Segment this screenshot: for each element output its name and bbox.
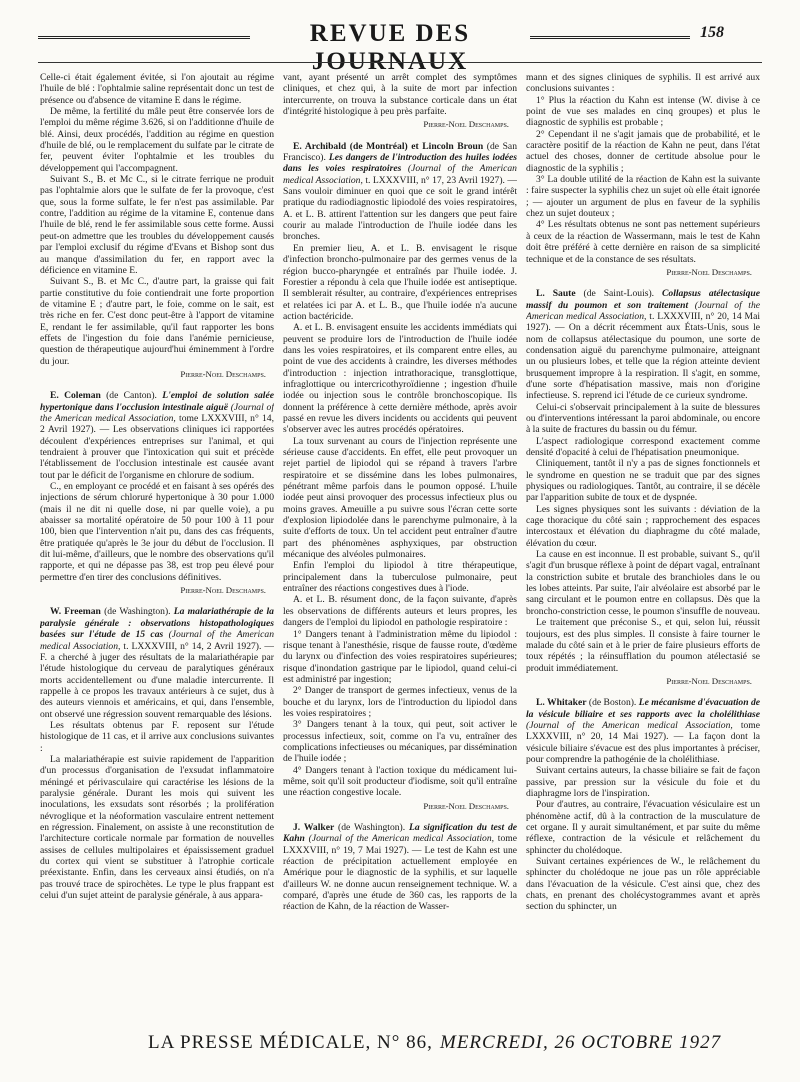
article-author: E. Archibald (de Montréal) et Lincoln Broun xyxy=(293,140,484,152)
paragraph: 4° Les résultats obtenus ne sont pas nettement supérieurs à ceux de la réaction de Wassermann, mais le test de Kahn doit être préféré à cette dernière en raison de sa simplicité technique et de la constance de ses résultats. xyxy=(526,219,760,265)
paragraph: A. et L. B. résument donc, de la façon suivante, d'après les observations de différents auteurs et leurs propres, les dangers de l'emploi du lipiodol en pathologie respiratoire : xyxy=(283,594,517,629)
article-entry xyxy=(283,822,517,913)
article-journal: (Journal of the American medical Association, xyxy=(526,299,760,322)
paragraph: 2° Danger de transport de germes infectieux, venus de la bouche et du larynx, lors de l'introduction du lipiodol dans les voies respiratoires ; xyxy=(283,685,517,719)
article-reference: t. LXXXVIII, n° 14, 2 Avril 1927). — F. a cherché à juger des résultats de la malariathérapie par l'étude histologique du cerveau de paralytiques généraux morts accidentellement ou d'une maladie intercurrente. Il rappelle à ce propos les travaux antérieurs à ce sujet, dus à des auteurs viennois et américains, et qui, dans l'ensemble, ont observé une régression souvent remarquable des lésions. xyxy=(40,640,274,720)
article-heading xyxy=(283,141,517,243)
paragraph: Cliniquement, tantôt il n'y a pas de signes fonctionnels et le syndrome en question ne se traduit que par des signes physiques ou radiologiques. Tantôt, au contraire, il se décèle par l'apparition subite de toux et de dyspnée. xyxy=(526,458,760,504)
text-column-3 xyxy=(526,72,760,1010)
article-reference: t. LXXXVIII, n° 17, 23 Avril 1927). — Sans vouloir diminuer en quoi que ce soit le grand intérêt pratique du radiodiagnostic lipiodolé des voies respiratoires, A. et L. B. attirent l'attention sur les dangers que peut faire courir au malade l'introduction de l'huile iodée dans les bronches. xyxy=(283,174,517,243)
paragraph: Suivant certains auteurs, la chasse biliaire se fait de façon passive, par pression sur la vésicule du foie et du diaphragme lors de l'inspiration. xyxy=(526,765,760,799)
paragraph: 3° Dangers tenant à la toux, qui peut, soit activer le processus infectieux, soit, comme on l'a vu, entraîner des complications infectieuses ou mécaniques, par dissémination de l'huile iodée ; xyxy=(283,719,517,765)
article-entry xyxy=(40,390,274,481)
article-reference: tome LXXXVIII, n° 19, 7 Mai 1927). — Le test de Kahn est une réaction de précipitation actuellement employée en Amérique pour le diagnostic de la syphilis, et sur laquelle d'ailleurs W. ne donne aucun renseignement technique. W. a comparé, d'après une étude de 360 cas, les rapports de la réaction de Kahn, de la réaction de Wasser- xyxy=(283,833,517,913)
running-title: REVUE DES JOURNAUX xyxy=(309,20,471,75)
article-heading xyxy=(283,822,517,913)
article-title: L'emploi de solution salée hypertonique dans l'occlusion intestinale aiguë xyxy=(40,390,274,413)
paragraph: 3° La double utilité de la réaction de Kahn est la suivante : faire suspecter la syphilis chez un sujet où elle était ignorée ; — ajouter un argument de plus en faveur de la syphilis chez un sujet douteux ; xyxy=(526,174,760,220)
article-location: (de Washington). xyxy=(100,606,174,618)
author-signature: Pierre-Noel Deschamps. xyxy=(666,266,752,277)
author-signature: Pierre-Noel Deschamps. xyxy=(423,800,509,811)
paragraph: Suivant S., B. et Mc C., si le citrate ferrique ne produit pas l'ophtalmie alors que le sulfate de fer la provoque, c'est que, sous la forme sulfate, le fer n'est pas assimilable. Par contre, l'addition au régime de la vitamine E, contenue dans l'huile de blé, rend le fer assimilable sous cette forme. Aussi peut-on admettre que les troubles du développement causés par l'emploi exclusif du régime d'Evans et Bishop sont dus au manque d'assimilation du fer, en rapport avec la déficience en vitamine E. xyxy=(40,174,274,276)
paragraph: Le traitement que préconise S., et qui, selon lui, réussit toujours, est des plus simples. Il consiste à faire tourner le malade du côté sain et à le prier de faire plusieurs efforts de toux répétés ; la réinsufflation du poumon atélectasié se produit immédiatement. xyxy=(526,617,760,674)
article-reference: tome LXXXVIII, n° 20, 14 Mai 1927). — La façon dont la vésicule biliaire s'évacue est des plus importantes à préciser, pour comprendre la pathogénie de la cholélithiase. xyxy=(526,719,760,765)
author-signature: Pierre-Noel Deschamps. xyxy=(180,585,266,596)
paragraph: 1° Plus la réaction du Kahn est intense (W. divise à ce point de vue ses malades en cinq groupes) et plus le diagnostic de syphilis est probable ; xyxy=(526,94,760,129)
paragraph: En premier lieu, A. et L. B. envisagent le risque d'infection broncho-pulmonaire par des germes venus de la région bucco-pharyngée et entraînés par l'huile iodée. J. Forestier a répondu à cela que l'huile iodée est antiseptique. Il semblerait résulter, au contraire, d'expériences entreprises et relatées ici par A. et L. B., que l'huile iodée n'a aucune action bactéricide. xyxy=(283,242,517,322)
article-title: La malariathérapie de la paralysie générale : observations histopathologiques basées sur l'étude de 15 cas xyxy=(40,606,274,641)
text-column-2 xyxy=(283,72,517,1010)
article-entry xyxy=(526,697,760,765)
article-author: L. Saute xyxy=(536,288,576,300)
article-location: (de Canton). xyxy=(100,390,163,402)
author-signature: Pierre-Noel Deschamps. xyxy=(180,368,266,379)
article-entry xyxy=(526,288,760,401)
article-heading xyxy=(40,390,274,481)
paragraph: A. et L. B. envisagent ensuite les accidents immédiats qui peuvent se produire lors de l'introduction de l'huile iodée dans les voies respiratoires, et ils comparent entre elles, au point de vue des accidents à craindre, les diverses méthodes d'introduction : injection intrathoracique, transglottique, infraglottique ou intercricothyroïdienne ; ingestion d'huile iodée ou injection sous le contrôle bronchoscopique. Ils donnent la préférence à cette dernière méthode, après avoir passé en revue les divers incidents ou accidents qui peuvent s'observer avec les autres procédés opératoires. xyxy=(283,322,517,436)
paragraph: La cause en est inconnue. Il est probable, suivant S., qu'il s'agit d'un brusque réflexe à point de départ vagal, entraînant la constriction subite et brutale des branchioles dans le ou les lobes atteints. Par suite, l'air alvéolaire est absorbé par le sang circulant et le poumon entre en collapsus. Dès que la broncho-constriction cesse, le poumon s'insuffle de nouveau. xyxy=(526,549,760,617)
paragraph: 1° Dangers tenant à l'administration même du lipiodol : risque tenant à l'anesthésie, risque de fausse route, d'œdème du larynx ou d'infection des voies respiratoires supérieures; risque d'inondation gastrique par le lipiodol, quand celui-ci est administré par ingestion; xyxy=(283,628,517,685)
article-author: J. Walker xyxy=(293,822,335,833)
header-rule-right xyxy=(530,36,690,39)
paragraph: La toux survenant au cours de l'injection représente une sérieuse cause d'accidents. En effet, elle peut provoquer un rejet partiel de lipiodol qui se répand à travers l'arbre respiratoire et se dissémine dans les lobes pulmonaires, pénétrant même parfois dans le poumon opposé. L'huile iodée peut ainsi provoquer des processus infectieux plus ou moins graves. Ameuille a pu suivre sous l'écran cette sorte d'explosion lipiodolée dans le parenchyme pulmonaire, à la suite d'efforts de toux. Un tel accident peut entraîner d'autre part des phénomènes asphyxiques, par obstruction mécanique des alvéoles pulmonaires. xyxy=(283,435,517,561)
article-journal: (Journal of the American medical Association, xyxy=(283,163,517,186)
article-author: E. Coleman xyxy=(50,390,101,402)
article-title: Le mécanisme d'évacuation de la vésicule biliaire et ses rapports avec la cholélithiase xyxy=(526,697,760,720)
article-location: (de Washington). xyxy=(334,822,409,833)
paragraph: Pour d'autres, au contraire, l'évacuation vésiculaire est un phénomène actif, dû à la contraction de la musculature de cet organe. Il y aurait simultanément, et par suite du même réflexe, contraction de la vésicule et relâchement du sphincter du cholédoque. xyxy=(526,799,760,856)
article-location: (de San Francisco). xyxy=(283,140,517,164)
footer-date: MERCREDI, 26 OCTOBRE 1927 xyxy=(440,1032,722,1053)
page-footer xyxy=(40,1032,760,1060)
author-signature: Pierre-Noel Deschamps. xyxy=(423,119,509,130)
article-title: Les dangers de l'introduction des huiles iodées dans les voies respiratoires xyxy=(283,152,517,175)
article-journal: (Journal of the American medical Association, xyxy=(526,719,733,731)
article-heading xyxy=(526,697,760,765)
paragraph: mann et des signes cliniques de syphilis. Il est arrivé aux conclusions suivantes : xyxy=(526,72,760,95)
text-column-1 xyxy=(40,72,274,1010)
author-signature: Pierre-Noel Deschamps. xyxy=(666,675,752,686)
paragraph: Suivant certaines expériences de W., le relâchement du sphincter du cholédoque ne joue pas un rôle appréciable dans l'évacuation de la vésicule. C'est ainsi que, chez des chats, en prenant des cholécystogrammes avant et après section du sphincter, un xyxy=(526,856,760,913)
article-location: (de Boston). xyxy=(586,697,639,709)
page-header xyxy=(0,10,800,75)
paragraph: L'aspect radiologique correspond exactement comme densité d'opacité à celui de l'hépatisation pneumonique. xyxy=(526,435,760,458)
footer-journal-name: LA PRESSE MÉDICALE, N° 86, xyxy=(148,1032,433,1053)
article-reference: t. LXXXVIII, n° 20, 14 Mai 1927). — On a décrit récemment aux États-Unis, sous le nom de collapsus atélectasique du poumon, une sorte de condensation aiguë du parenchyme pulmonaire, atteignant un ou plusieurs lobes, et telle que la région atteinte devient brusquement impropre à la respiration. Il s'agit, en somme, d'une sorte d'hépatisation massive, mais non d'origine infectieuse. S. reprend ici l'étude de ce curieux syndrome. xyxy=(526,310,760,402)
article-journal: (Journal of the American medical Association, xyxy=(40,401,274,424)
article-title: Collapsus atélectasique massif du poumon et son traitement xyxy=(526,288,760,311)
article-author: W. Freeman xyxy=(50,606,101,618)
article-journal: (Journal of the American medical Association, xyxy=(40,629,274,652)
page-number: 158 xyxy=(700,24,724,41)
header-rule-left xyxy=(38,36,250,39)
paragraph: 4° Dangers tenant à l'action toxique du médicament lui-même, soit qu'il soit producteur d'iodisme, soit qu'il entraîne une réaction congestive locale. xyxy=(283,764,517,799)
paragraph: Celui-ci s'observait principalement à la suite de blessures ou d'interventions intéressant la paroi abdominale, ou encore à la suite de fractures du bassin ou du fémur. xyxy=(526,401,760,436)
paragraph: vant, ayant présenté un arrêt complet des symptômes cliniques, et chez qui, à la suite de mort par infection intercurrente, on trouva la substance corticale dans un état d'intégrité histologique à peu près parfaite. xyxy=(283,72,517,118)
paragraph: Suivant S., B. et Mc C., d'autre part, la graisse qui fait partie constitutive du foie contiendrait une forte proportion de vitamine E ; d'autre part, le foie, comme on le sait, est très riche en fer. C'est donc peut-être à l'apport de vitamine E, rendant le fer assimilable, qu'il faut rapporter les bons effets de l'ingestion du foie dans l'anémie pernicieuse, question de thérapeutique aujourd'hui éminemment à l'ordre du jour. xyxy=(40,276,274,367)
article-entry xyxy=(283,141,517,243)
article-author: L. Whitaker xyxy=(536,697,587,709)
paragraph: De même, la fertilité du mâle peut être conservée lors de l'emploi du même régime 3.626, si on l'additionne d'huile de blé. Ainsi, deux procédés, l'addition au régime en question d'huile de blé, ou le remplacement du sulfate par le citrate de fer, peuvent éviter l'ophtalmie et les troubles du développement qui l'accompagnent. xyxy=(40,106,274,174)
paragraph: Celle-ci était également évitée, si l'on ajoutait au régime l'huile de blé : l'ophtalmie saline représentait donc un test de présence ou d'absence de vitamine E dans le régime. xyxy=(40,72,274,106)
paragraph: Les signes physiques sont les suivants : déviation de la cage thoracique du côté sain ; rapprochement des espaces intercostaux et élévation du diaphragme du côté malade, élévation du cœur. xyxy=(526,503,760,549)
paragraph: La malariathérapie est suivie rapidement de l'apparition d'un processus d'organisation de l'exsudat inflammatoire méningé et périvasculaire qui caractérise les lésions de la paralysie générale. Durant les mois qui suivent les inoculations, les exsudats sont résorbés ; la prolifération névroglique et la néoformation vasculaire entrent nettement en régression. Finalement, on assiste à une reconstitution de l'architecture corticale normale par formation de nouvelles assises de cellules multipolaires et épaississement graduel du cortex qui vient se substituer à l'atrophie corticale préexistante. Enfin, dans les cerveaux ainsi étudiés, on n'a pas trouvé trace de spirochètes. Le type le plus frappant est celui d'un sujet atteint de paralysie générale, à aus appara- xyxy=(40,753,274,902)
paragraph: Enfin l'emploi du lipiodol à titre thérapeutique, principalement dans la tuberculose pulmonaire, peut entraîner des réactions congestives dues à l'iode. xyxy=(283,560,517,595)
article-journal: (Journal of the American medical Association, xyxy=(304,833,495,845)
article-heading xyxy=(40,606,274,719)
article-entry xyxy=(40,606,274,719)
article-reference: tome LXXXVIII, n° 14, 2 Avril 1927). — Les observations cliniques ici rapportées découlent d'expériences entreprises sur l'animal, et qui tendraient à prouver que l'intoxication qui suit et précède l'établissement de l'occlusion intestinale est causée avant tout par le déficit de l'organisme en chlorure de sodium. xyxy=(40,412,274,481)
article-heading xyxy=(526,288,760,401)
article-title: La signification du test de Kahn xyxy=(283,822,517,845)
header-divider xyxy=(38,62,762,63)
paragraph: Les résultats obtenus par F. reposent sur l'étude histologique de 11 cas, et il arrive aux conclusions suivantes : xyxy=(40,719,274,754)
paragraph: 2° Cependant il ne s'agit jamais que de probabilité, et le caractère positif de la réaction de Kahn ne peut, dans l'état actuel des choses, donner de certitude absolue pour le diagnostic de la syphilis ; xyxy=(526,128,760,174)
article-location: (de Saint-Louis). xyxy=(575,288,662,300)
paragraph: C., en employant ce procédé et en faisant à ses opérés des injections de sérum chloruré hypertonique à 30 pour 1.000 (mais il ne dit ni quelle dose, ni par quelle voie), a pu abaisser sa mortalité opératoire de 50 pour 100 à 11 pour 100, bien que l'intervention n'ait pu, dans des cas fréquents, être pratiquée qu'après le 3e jour du début de l'occlusion. Il dit lui-même, d'ailleurs, que le nombre des observations qu'il rapporte, et qui ne dépasse pas 38, est trop peu élevé pour permettre d'en tirer des conclusions définitives. xyxy=(40,481,274,583)
